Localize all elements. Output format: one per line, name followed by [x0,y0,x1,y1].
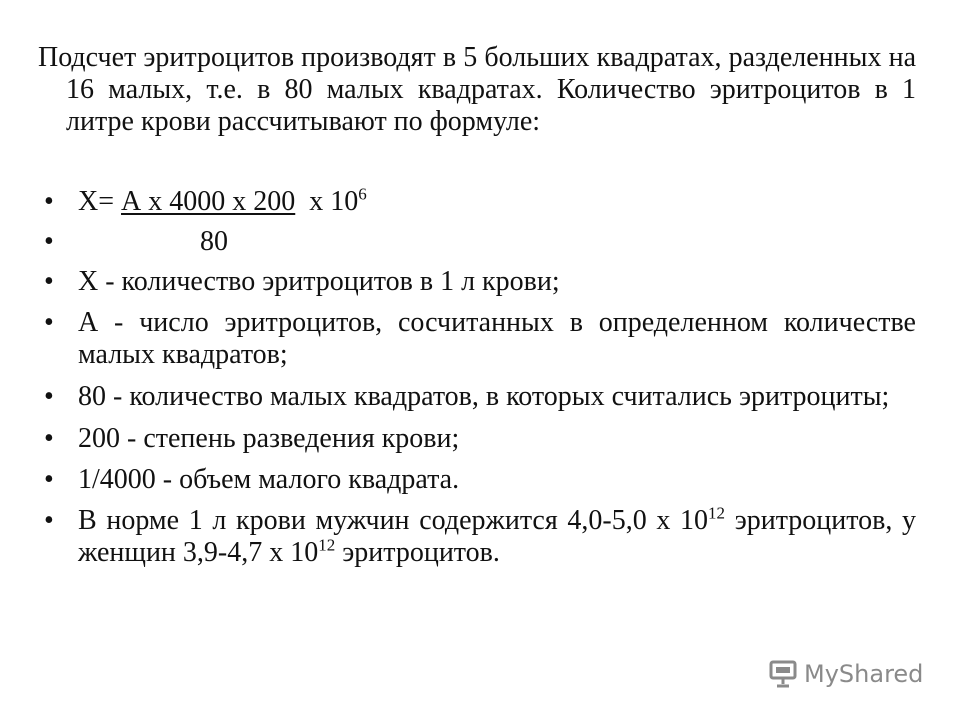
norm-exponent-1: 12 [708,503,726,523]
formula-tail: х 10 [295,186,359,217]
bullet-dot: • [44,266,54,297]
bullet-dot: • [44,226,54,257]
bullet-dot: • [44,505,54,536]
bullet-dot: • [44,464,54,495]
definition-text: Х - количество эритроцитов в 1 л крови; [78,266,560,297]
definition-text: А - число эритроцитов, сосчитанных в определенном количестве малых квадратов; [78,307,916,370]
formula-denominator: 80 [200,226,228,257]
definition-text: 1/4000 - объем малого квадрата. [78,464,460,495]
formula-line [38,186,916,218]
formula-lead: Х= [78,186,122,217]
definition-item [38,266,916,298]
definition-text: 80 - количество малых квадратов, в которых считались эритроциты; [78,381,890,412]
definition-item [38,464,916,496]
watermark-logo [768,657,923,691]
norm-part1: В норме 1 л крови мужчин содержится 4,0-5,0 х 10 [78,505,709,536]
bullet-dot: • [44,381,54,412]
formula-denominator-line [38,226,916,258]
watermark-text: MyShared [804,660,924,688]
bullet-dot: • [44,423,54,454]
intro-paragraph: Подсчет эритроцитов производят в 5 больших квадратах, разделенных на 16 малых, т.е. в 80 малых квадратах. Количество эритроцитов в 1 литре крови рассчитывают по формуле: [38,42,916,137]
formula-numerator: А х 4000 х 200 [121,186,296,217]
norm-exponent-2: 12 [318,535,336,555]
bullet-dot: • [44,186,54,217]
bullet-dot: • [44,307,54,338]
projector-screen-icon [768,659,798,689]
norm-item [38,505,916,569]
definition-item [38,423,916,455]
formula-exponent: 6 [358,184,367,204]
norm-part2: эритроцитов, у женщин 3,9-4,7 х 10 [78,505,916,568]
norm-part3: эритроцитов. [335,537,500,568]
definition-item [38,307,916,371]
definition-text: 200 - степень разведения крови; [78,423,460,454]
definition-item [38,381,916,413]
bullet-list [38,186,916,569]
